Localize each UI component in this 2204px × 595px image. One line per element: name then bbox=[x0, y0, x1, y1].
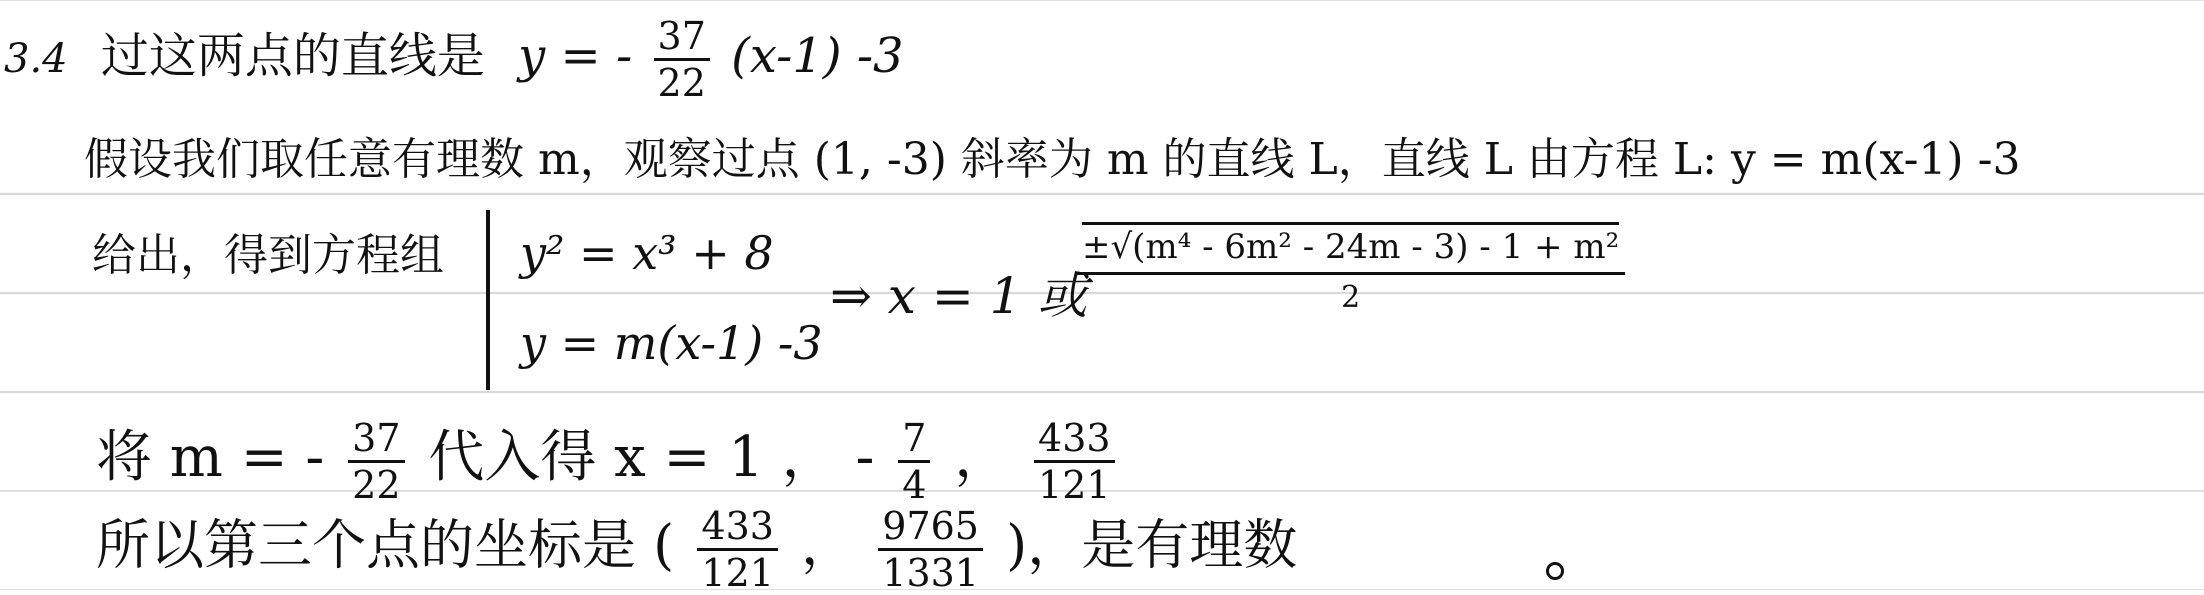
line-5 bbox=[96, 504, 1297, 595]
line-4-separator: ， bbox=[954, 425, 1011, 490]
line-5-comma: ， bbox=[801, 513, 856, 577]
system-equation-1: y² = x³ + 8 bbox=[520, 226, 774, 280]
system-brace bbox=[486, 210, 500, 390]
ending-dot bbox=[1546, 562, 1564, 580]
line-3 bbox=[92, 224, 444, 288]
line-5-fraction-x-numerator: 433 bbox=[697, 504, 778, 551]
line-4-fraction-m bbox=[348, 416, 404, 507]
line-4-fraction-x3 bbox=[1034, 416, 1115, 507]
line-5-fraction-y-numerator: 9765 bbox=[878, 504, 983, 551]
line-1-fraction-numerator: 37 bbox=[654, 14, 710, 61]
line-1-lhs: y = - bbox=[518, 28, 633, 84]
line-4-fraction-x3-denominator: 121 bbox=[1038, 463, 1111, 507]
equation-system bbox=[520, 208, 823, 388]
line-1-text: 过这两点的直线是 bbox=[100, 28, 485, 84]
problem-number: 3.4 bbox=[4, 36, 68, 82]
system-equation-2: y = m(x-1) -3 bbox=[520, 316, 823, 370]
line-2-text: 假设我们取任意有理数 m，观察过点 (1, -3) 斜率为 m 的直线 L，直线 L 由方程 L: y = m(x-1) -3 bbox=[84, 134, 2021, 185]
line-3-text: 给出，得到方程组 bbox=[92, 230, 444, 281]
line-4-fraction-m-numerator: 37 bbox=[348, 416, 404, 463]
line-5-fraction-x bbox=[697, 504, 778, 595]
solution-numerator bbox=[1076, 222, 1625, 275]
line-4-text-b: 代入得 x = 1 ， - bbox=[428, 425, 875, 490]
line-1 bbox=[4, 14, 904, 105]
line-5-fraction-y-denominator: 1331 bbox=[882, 551, 979, 595]
line-4-text-a: 将 m = - bbox=[96, 425, 325, 490]
solution-denominator: 2 bbox=[1341, 280, 1361, 315]
line-1-fraction bbox=[654, 14, 710, 105]
line-1-fraction-denominator: 22 bbox=[657, 61, 706, 105]
line-2 bbox=[84, 128, 2020, 192]
line-1-rhs: (x-1) -3 bbox=[731, 28, 904, 84]
solution-fraction bbox=[1076, 222, 1625, 321]
line-5-fraction-y bbox=[878, 504, 983, 595]
line-4-fraction-x3-numerator: 433 bbox=[1034, 416, 1115, 463]
line-5-text-b: )，是有理数 bbox=[1006, 513, 1298, 577]
line-4 bbox=[96, 416, 1121, 507]
line-4-fraction-x2-numerator: 7 bbox=[898, 416, 930, 463]
implies-result: ⇒ x = 1 或 bbox=[830, 267, 1088, 325]
line-4-fraction-x2 bbox=[898, 416, 930, 507]
line-4-fraction-m-denominator: 22 bbox=[352, 463, 401, 507]
line-5-text-a: 所以第三个点的坐标是 ( bbox=[96, 513, 675, 577]
solution-numerator-text: ±√(m⁴ - 6m² - 24m - 3) - 1 + m² bbox=[1082, 222, 1619, 267]
line-5-fraction-x-denominator: 121 bbox=[701, 551, 774, 595]
line-4-fraction-x2-denominator: 4 bbox=[902, 463, 927, 507]
